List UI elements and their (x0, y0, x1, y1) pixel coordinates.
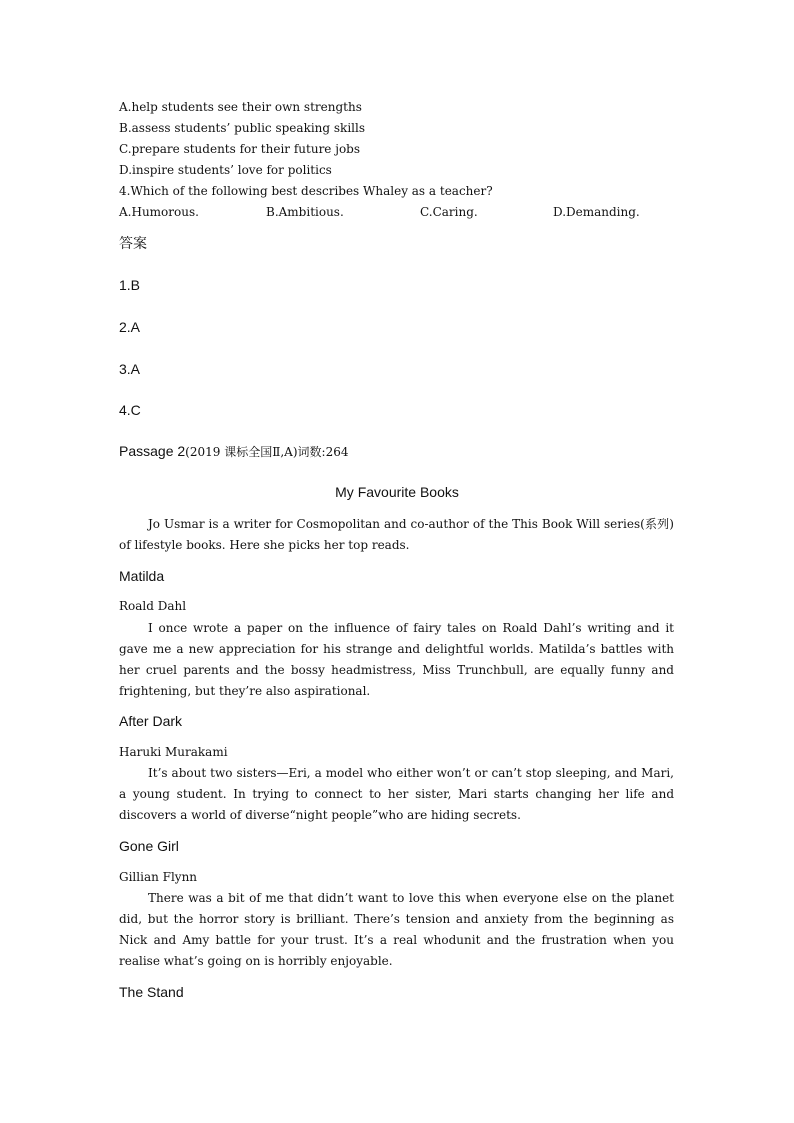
book-title: The Stand (119, 984, 184, 1000)
book-review: I once wrote a paper on the influence of fairy tales on Roald Dahl’s writing and it gave me a new appreciation for his strange and delightful worlds. Matilda’s battles with her cruel parents and the bossy headmistress, Miss Trunchbull, are equally funny and frightening, but they’re also aspirational. (119, 621, 674, 698)
book-review: It’s about two sisters—Eri, a model who either won’t or can’t stop sleeping, and Mari, a young student. In trying to connect to her sister, Mari starts changing her life and discovers a world of diverse“night people”who are hiding secrets. (119, 766, 674, 822)
passage-label: Passage 2 (119, 443, 186, 459)
passage-header (119, 444, 348, 460)
q4-option-c: C.Caring. (420, 205, 478, 219)
answer-1: 1.B (119, 277, 141, 293)
q4-option-d: D.Demanding. (553, 205, 640, 219)
q3-option-a: A.help students see their own strengths (119, 100, 362, 114)
passage-title: My Favourite Books (335, 484, 459, 500)
book-author: Gillian Flynn (119, 870, 198, 884)
q3-option-d: D.inspire students’ love for politics (119, 163, 332, 177)
intro-paragraph: Jo Usmar is a writer for Cosmopolitan and co-author of the This Book Will series(系列) of lifestyle books. Here she picks her top reads. (119, 517, 674, 552)
q4-option-a: A.Humorous. (119, 205, 199, 219)
passage-source: (2019 课标全国Ⅱ,A)词数:264 (185, 445, 349, 459)
answer-3: 3.A (119, 361, 141, 377)
q3-option-b: B.assess students’ public speaking skills (119, 121, 365, 135)
book-title: Gone Girl (119, 838, 179, 854)
book-author: Haruki Murakami (119, 745, 228, 759)
answers-heading: 答案 (119, 235, 147, 251)
book-title: Matilda (119, 568, 165, 584)
answer-4: 4.C (119, 402, 141, 418)
q3-option-c: C.prepare students for their future jobs (119, 142, 361, 156)
book-author: Roald Dahl (119, 599, 187, 613)
book-review: There was a bit of me that didn’t want to love this when everyone else on the planet did, but the horror story is brilliant. There’s tension and anxiety from the beginning as Nick and Amy battle for your trust. It’s a real whodunit and the frustration when you realise what’s going on is horribly enjoyable. (119, 891, 674, 968)
book-title: After Dark (119, 713, 183, 729)
answer-2: 2.A (119, 319, 141, 335)
q4-option-b: B.Ambitious. (266, 205, 344, 219)
q4-question: 4.Which of the following best describes Whaley as a teacher? (119, 184, 493, 198)
